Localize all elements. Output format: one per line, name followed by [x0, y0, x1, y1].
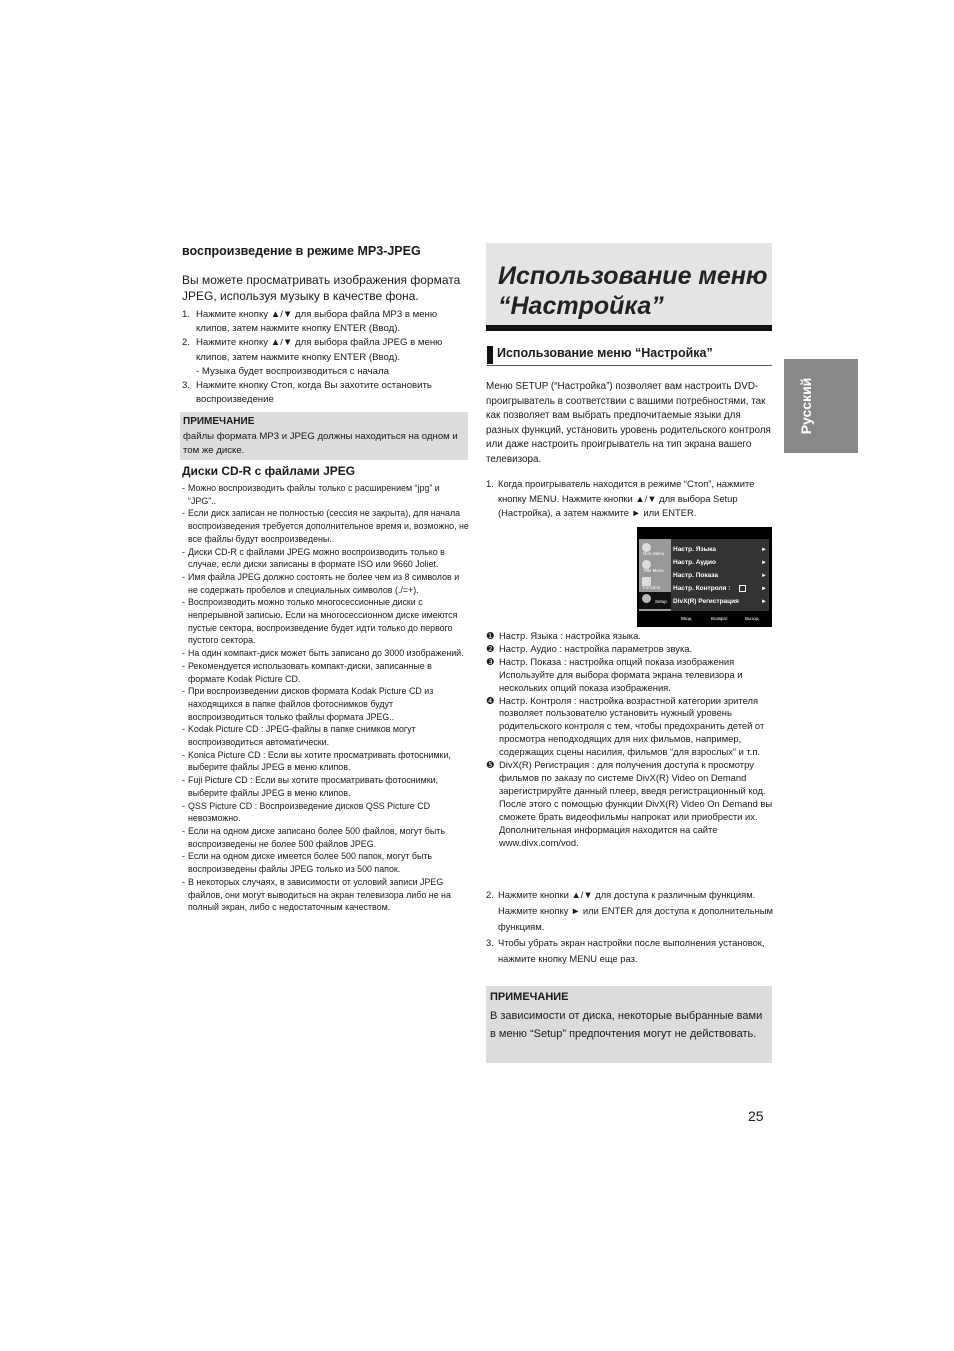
step-2 [182, 336, 472, 364]
gear-icon [642, 594, 651, 603]
menu-item-parental: Настр. Контроля : ► [673, 585, 767, 592]
menu-item-audio: Настр. Аудио ► [673, 559, 767, 566]
section-marker [487, 346, 493, 364]
mp3-jpeg-steps [182, 308, 472, 407]
bullet-item: - Имя файла JPEG должно состоять не более чем из 8 символов и не содержать пробелов и специальных символов (./=+). [182, 571, 460, 595]
note-box-right [486, 986, 772, 1063]
step-3 [182, 379, 472, 407]
note-title: ПРИМЕЧАНИЕ [183, 416, 255, 427]
step-number: 3. [182, 380, 191, 392]
step-text: Нажмите кнопку ▲/▼ для выбора файла MP3 в меню клипов, затем нажмите кнопку ENTER (Ввод). [196, 309, 438, 335]
chapter-title [498, 261, 768, 321]
bullet-item: - Рекомендуется использовать компакт-диски, записанные в формате Kodak Picture CD. [182, 660, 432, 684]
step-text: Нажмите кнопку Стоп, когда Вы захотите остановить воспроизведение [196, 380, 432, 406]
footer-exit: Выход [745, 616, 759, 621]
mp3-jpeg-heading: воспроизведение в режиме MP3-JPEG [182, 244, 421, 258]
step-1 [182, 308, 472, 336]
bullet-item: - QSS Picture CD : Воспроизведение дисков QSS Picture CD невозможно. [182, 800, 431, 824]
note-body: В зависимости от диска, некоторые выбранные вами в меню “Setup” предпочтения могут не действовать. [490, 1010, 763, 1040]
cdr-jpeg-heading: Диски CD-R с файлами JPEG [182, 464, 356, 478]
footer-enter: Ввод [681, 616, 692, 621]
bullet-item: - Kodak Picture CD : JPEG-файлы в папке снимков могут воспроизводиться автоматически. [182, 724, 416, 748]
bullet-item: - При воспроизведении дисков формата Kodak Picture CD из находящихся в папке файлов фотоснимков будут воспроизводиться только файлы формата JPEG.. [182, 686, 434, 722]
option-item: ❺ DivX(R) Регистрация : для получения доступа к просмотру фильмов по заказу по системе DivX(R) Video on Demand зарегистрируйте данный плеер, введя регистрационный код. После этого с помощью функции DivX(R) Video On Demand вы сможете брать видеофильмы напрокат или приобрести их. Дополнительная информация находится на сайте www.divx.com/vod. [486, 759, 773, 848]
note-title: ПРИМЕЧАНИЕ [490, 991, 569, 1003]
section-title: Использование меню “Настройка” [497, 346, 713, 360]
step-number: 1. [486, 478, 494, 489]
page-number: 25 [748, 1108, 764, 1124]
bullet-item: - В некоторых случаях, в зависимости от условий записи JPEG файлов, они могут выводиться на экран телевизора либо не на полный экран, либо с недостаточным качеством. [182, 876, 451, 913]
bullet-item: - Воспроизводить можно только многосессионные диски с непрерывной записью. Если на многосессионном диске имеются пустые сектора, воспроизведение будет идти только до первого пустого сектора. [182, 597, 458, 646]
bullet-item: - Fuji Picture CD : Если вы хотите просматривать фотоснимки, выберите файлы JPEG в меню клипов. [182, 775, 439, 798]
setup-steps-2-3 [486, 887, 776, 967]
bullet-item: - Если на одном диске имеется более 500 папок, могут быть воспроизведены файлы JPEG только из 500 папок. [182, 851, 433, 875]
chapter-title-box [486, 243, 772, 325]
option-item: ❷ Настр. Аудио : настройка параметров звука. [486, 642, 693, 654]
menu-item-divx: DivX(R) Регистрация ► [673, 598, 767, 605]
menu-footer [637, 613, 772, 625]
note-box-left [180, 412, 468, 460]
function-tab: Function [639, 575, 671, 592]
option-item: ❶ Настр. Языка : настройка языка. [486, 630, 641, 641]
step-2: 2. Нажмите кнопки ▲/▼ для доступа к различным функциям. Нажмите кнопку ► или ENTER для доступа к дополнительным функциям. [486, 889, 773, 932]
bullet-item: - Если на одном диске записано более 500 файлов, могут быть воспроизведены не более 500 файлов JPEG. [182, 825, 445, 849]
language-side-tab [784, 359, 858, 453]
section-underline [487, 365, 772, 366]
cdr-jpeg-bullets [182, 482, 470, 914]
bullet-item: - На один компакт-диск может быть записано до 3000 изображений. [182, 648, 464, 659]
step-text: Когда проигрыватель находится в режиме “Стоп”, нажмите кнопку MENU. Нажмите кнопки ▲/▼ для выбора Setup (Настройка), а затем нажмите ► или ENTER. [498, 478, 755, 518]
step-number: 1. [182, 309, 191, 320]
setup-tab: Setup [639, 592, 671, 609]
option-item: ❸ Настр. Показа : настройка опций показа изображения Используйте для выбора формата экрана телевизора и нескольких опций показа изображения. [486, 655, 743, 693]
bullet-item: - Konica Picture CD : Если вы хотите просматривать фотоснимки, выберите файлы JPEG в меню клипов. [182, 749, 451, 773]
setup-step-1 [486, 477, 776, 521]
step-text: - Музыка будет воспроизводиться с начала [196, 365, 389, 377]
step-number: 2. [182, 337, 191, 349]
option-item: ❹ Настр. Контроля : настройка возрастной категории зрителя позволяет пользователю установить нужный уровень родительского контроля с тем, чтобы предохранить детей от просмотра неподходящих для них фильмов, например, содержащих сцены насилия, фильмов “для взрослых” и т.п. [486, 694, 765, 758]
bullet-item: - Диски CD-R с файлами JPEG можно воспроизводить только в случае, если диски записаны в формате ISO или 9660 Joliet. [182, 546, 445, 570]
setup-options-list [486, 630, 776, 849]
chapter-title-line-2: “Настройка” [498, 292, 664, 320]
setup-intro-paragraph: Меню SETUP (“Настройка”) позволяет вам настроить DVD-проигрыватель в соответствии с вашими потребностями, так как позволяет вам выбрать предпочитаемые языки для разных функций, установить уровень родительского контроля или даже настроить проигрыватель на тип экрана вашего телевизора. [486, 381, 771, 465]
step-2-sub [182, 365, 472, 379]
title-divider [486, 325, 772, 331]
lock-icon [739, 585, 746, 592]
menu-item-language: Настр. Языка ► [673, 546, 767, 553]
mp3-jpeg-intro: Вы можете просматривать изображения формата JPEG, используя музыку в качестве фона. [182, 273, 461, 303]
setup-menu-screenshot [637, 527, 772, 627]
step-3: 3. Чтобы убрать экран настройки после выполнения установок, нажмите кнопку MENU еще раз. [486, 937, 765, 964]
bullet-item: - Если диск записан не полностью (сессия не закрыта), для начала воспроизведения требуется дополнительное время и, возможно, не все файлы будут воспроизведены.. [182, 508, 469, 544]
step-text: Нажмите кнопку ▲/▼ для выбора файла JPEG в меню клипов, затем нажмите кнопку ENTER (Ввод). [196, 337, 443, 363]
menu-item-display: Настр. Показа ► [673, 572, 767, 579]
chapter-title-line-1: Использование меню [498, 262, 768, 290]
side-tab-label: Русский [798, 377, 814, 435]
note-body: файлы формата MP3 и JPEG должны находиться на одном и том же диске. [183, 431, 458, 456]
disc-menu-tab: Disc Menu [639, 541, 671, 558]
title-menu-tab: Title Menu [639, 558, 671, 575]
footer-return: Возврат [711, 616, 728, 621]
bullet-item: - Можно воспроизводить файлы только с расширением “jpg” и “JPG”.. [182, 483, 440, 506]
